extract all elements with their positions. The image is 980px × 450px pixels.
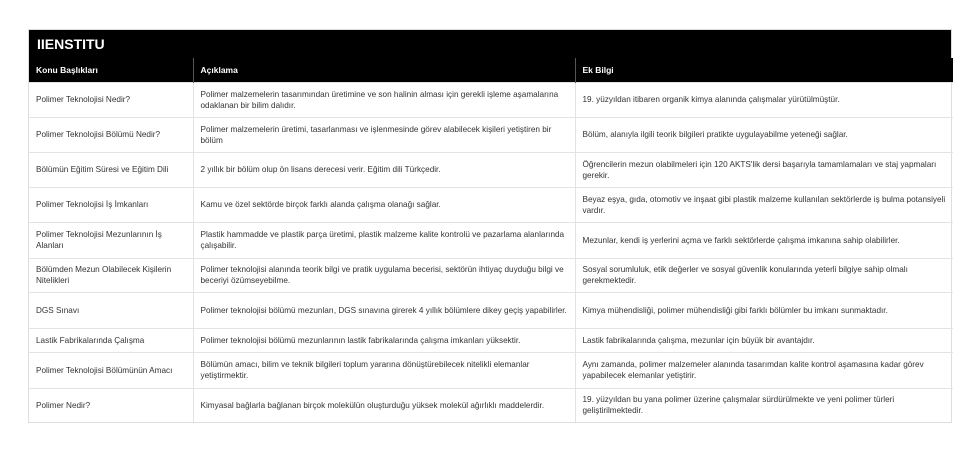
table-row <box>29 352 953 388</box>
cell-extra-info: Mezunlar, kendi iş yerlerini açma ve farklı sektörlerde çalışma imkanına sahip olabilirler. <box>575 222 953 258</box>
cell-extra-info: 19. yüzyıldan itibaren organik kimya alanında çalışmalar yürütülmüştür. <box>575 82 953 117</box>
cell-topic: Polimer Teknolojisi Bölümü Nedir? <box>29 117 193 152</box>
table-row <box>29 258 953 292</box>
cell-description: Polimer teknolojisi bölümü mezunları, DGS sınavına girerek 4 yıllık bölümlere dikey geçiş yapabilirler. <box>193 292 575 328</box>
cell-topic: Polimer Teknolojisi İş İmkanları <box>29 187 193 222</box>
cell-extra-info: Öğrencilerin mezun olabilmeleri için 120 AKTS'lik dersi başarıyla tamamlamaları ve staj yapmaları gerekir. <box>575 152 953 187</box>
table-body <box>29 82 953 422</box>
cell-extra-info: Aynı zamanda, polimer malzemeler alanında tasarımdan kalite kontrol aşamasına kadar görev yapabilecek elemanlar yetiştirir. <box>575 352 953 388</box>
cell-extra-info: Lastik fabrikalarında çalışma, mezunlar için büyük bir avantajdır. <box>575 328 953 352</box>
cell-topic: Polimer Teknolojisi Mezunlarının İş Alanları <box>29 222 193 258</box>
header-row <box>29 58 953 82</box>
cell-extra-info: Bölüm, alanıyla ilgili teorik bilgileri pratikte uygulayabilme yeteneği sağlar. <box>575 117 953 152</box>
cell-description: Kamu ve özel sektörde birçok farklı alanda çalışma olanağı sağlar. <box>193 187 575 222</box>
cell-description: Polimer malzemelerin üretimi, tasarlanması ve işlenmesinde görev alabilecek kişileri yetiştiren bir bölüm <box>193 117 575 152</box>
cell-extra-info: 19. yüzyıldan bu yana polimer üzerine çalışmalar sürdürülmekte ve yeni polimer türleri geliştirilmektedir. <box>575 388 953 422</box>
cell-topic: Bölümden Mezun Olabilecek Kişilerin Nitelikleri <box>29 258 193 292</box>
table-row <box>29 187 953 222</box>
table-header <box>29 58 953 82</box>
cell-extra-info: Beyaz eşya, gıda, otomotiv ve inşaat gibi plastik malzeme kullanılan sektörlerde iş bulma potansiyeli vardır. <box>575 187 953 222</box>
cell-topic: Polimer Teknolojisi Bölümünün Amacı <box>29 352 193 388</box>
table-row <box>29 222 953 258</box>
table-row <box>29 82 953 117</box>
cell-description: Polimer teknolojisi alanında teorik bilgi ve pratik uygulama becerisi, sektörün ihtiyaç duyduğu bilgi ve beceriyi özümseyebilme. <box>193 258 575 292</box>
content-table-container <box>28 29 952 423</box>
cell-description: Plastik hammadde ve plastik parça üretimi, plastik malzeme kalite kontrolü ve pazarlama alanlarında çalışabilir. <box>193 222 575 258</box>
cell-description: Kimyasal bağlarla bağlanan birçok molekülün oluşturduğu yüksek molekül ağırlıklı maddelerdir. <box>193 388 575 422</box>
cell-extra-info: Sosyal sorumluluk, etik değerler ve sosyal güvenlik konularında yeterli bilgiye sahip olmalı gerekmektedir. <box>575 258 953 292</box>
brand-header: IIENSTITU <box>29 30 951 58</box>
cell-description: Bölümün amacı, bilim ve teknik bilgileri toplum yararına dönüştürebilecek nitelikli elemanlar yetiştirmektir. <box>193 352 575 388</box>
cell-topic: Polimer Teknolojisi Nedir? <box>29 82 193 117</box>
table-row <box>29 388 953 422</box>
table-row <box>29 152 953 187</box>
info-table <box>29 58 953 422</box>
cell-description: Polimer teknolojisi bölümü mezunlarının lastik fabrikalarında çalışma imkanları yüksektir. <box>193 328 575 352</box>
cell-extra-info: Kimya mühendisliği, polimer mühendisliği gibi farklı bölümler bu imkanı sunmaktadır. <box>575 292 953 328</box>
cell-topic: Bölümün Eğitim Süresi ve Eğitim Dili <box>29 152 193 187</box>
cell-description: 2 yıllık bir bölüm olup ön lisans derecesi verir. Eğitim dili Türkçedir. <box>193 152 575 187</box>
header-cell-extra-info: Ek Bilgi <box>575 58 953 82</box>
header-cell-description: Açıklama <box>193 58 575 82</box>
cell-topic: DGS Sınavı <box>29 292 193 328</box>
table-row <box>29 292 953 328</box>
cell-description: Polimer malzemelerin tasarımından üretimine ve son halinin alması için gerekli işleme aşamalarına odaklanan bir bilim dalıdır. <box>193 82 575 117</box>
table-row <box>29 117 953 152</box>
header-cell-topic: Konu Başlıkları <box>29 58 193 82</box>
table-row <box>29 328 953 352</box>
cell-topic: Polimer Nedir? <box>29 388 193 422</box>
cell-topic: Lastik Fabrikalarında Çalışma <box>29 328 193 352</box>
